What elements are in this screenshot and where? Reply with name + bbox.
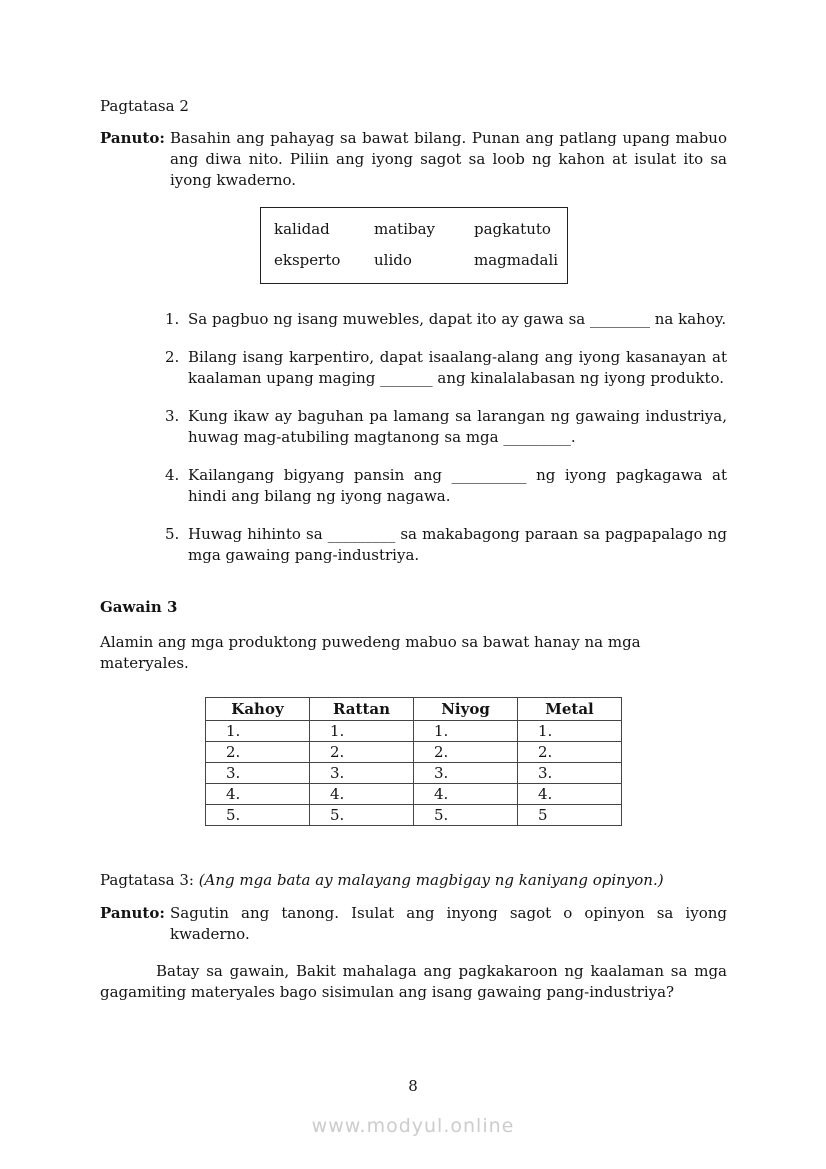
table-cell: 1. [518, 721, 622, 742]
item-number: 2. [165, 348, 180, 366]
item-text: Kung ikaw ay baguhan pa lamang sa larangan ng gawaing industriya, huwag mag-atubiling magtanong sa mga _________. [188, 407, 727, 446]
table-cell: 3. [206, 763, 310, 784]
table-header-row [206, 698, 622, 721]
word-bank-item: ulido [374, 251, 412, 269]
table-cell: 5. [310, 805, 414, 826]
item-number: 5. [165, 525, 180, 543]
table-header-niyog: Niyog [414, 698, 518, 721]
table-row [206, 721, 622, 742]
table-cell: 2. [518, 742, 622, 763]
table-cell: 2. [310, 742, 414, 763]
table-cell: 4. [310, 784, 414, 805]
item-text: Sa pagbuo ng isang muwebles, dapat ito ay gawa sa ________ na kahoy. [188, 310, 727, 328]
list-item [165, 406, 727, 448]
gawain3-title: Gawain 3 [100, 598, 178, 616]
pagtatasa3-title [100, 870, 727, 891]
pagtatasa3-question: Batay sa gawain, Bakit mahalaga ang pagkakaroon ng kaalaman sa mga gagamiting materyales bago sisimulan ang isang gawaing pang-industriya? [100, 962, 727, 1001]
page-number: 8 [408, 1077, 418, 1095]
panuto-label: Panuto: [100, 904, 165, 922]
item-number: 1. [165, 310, 180, 328]
table-cell: 4. [206, 784, 310, 805]
word-bank-item: matibay [374, 220, 436, 238]
word-bank-grid [274, 219, 567, 271]
word-bank-item: magmadali [474, 251, 559, 269]
table-cell: 3. [518, 763, 622, 784]
materials-table [205, 697, 622, 826]
table-cell: 4. [414, 784, 518, 805]
table-cell: 1. [206, 721, 310, 742]
list-item [165, 524, 727, 566]
word-bank-item: pagkatuto [474, 220, 551, 238]
panuto-text: Basahin ang pahayag sa bawat bilang. Punan ang patlang upang mabuo ang diwa nito. Piliin ang iyong sagot sa loob ng kahon at isulat ito sa iyong kwaderno. [170, 129, 727, 189]
table-header-kahoy: Kahoy [206, 698, 310, 721]
table-cell: 3. [414, 763, 518, 784]
list-item [165, 465, 727, 507]
list-item [165, 347, 727, 389]
panuto-label: Panuto: [100, 129, 165, 147]
word-bank-item: kalidad [274, 220, 330, 238]
table-cell: 3. [310, 763, 414, 784]
pagtatasa3-panuto [100, 903, 727, 945]
word-bank-box [260, 207, 568, 284]
gawain3-instruction: Alamin ang mga produktong puwedeng mabuo sa bawat hanay na mga materyales. [100, 633, 641, 672]
pagtatasa3-title-note: (Ang mga bata ay malayang magbigay ng kaniyang opinyon.) [198, 871, 664, 889]
table-header-metal: Metal [518, 698, 622, 721]
table-header-rattan: Rattan [310, 698, 414, 721]
page-content [100, 96, 727, 1003]
table-row [206, 784, 622, 805]
table-cell: 2. [414, 742, 518, 763]
item-text: Bilang isang karpentiro, dapat isaalang-alang ang iyong kasanayan at kaalaman upang maging _______ ang kinalalabasan ng iyong produkto. [188, 348, 727, 387]
item-text: Huwag hihinto sa _________ sa makabagong paraan sa pagpapalago ng mga gawaing pang-industriya. [188, 525, 727, 564]
table-row [206, 805, 622, 826]
pagtatasa2-panuto [100, 128, 727, 191]
list-item [165, 309, 727, 330]
table-cell: 4. [518, 784, 622, 805]
panuto-text: Sagutin ang tanong. Isulat ang inyong sagot o opinyon sa iyong kwaderno. [170, 904, 727, 943]
item-text: Kailangang bigyang pansin ang __________ ng iyong pagkagawa at hindi ang bilang ng iyong nagawa. [188, 466, 727, 505]
table-row [206, 763, 622, 784]
table-row [206, 742, 622, 763]
item-number: 4. [165, 466, 180, 484]
table-cell: 5. [206, 805, 310, 826]
table-cell: 5 [518, 805, 622, 826]
pagtatasa2-title: Pagtatasa 2 [100, 97, 189, 115]
fill-in-blank-list [165, 309, 727, 566]
table-cell: 5. [414, 805, 518, 826]
word-bank-item: eksperto [274, 251, 341, 269]
table-cell: 2. [206, 742, 310, 763]
item-number: 3. [165, 407, 180, 425]
table-cell: 1. [414, 721, 518, 742]
watermark: www.modyul.online [311, 1115, 515, 1137]
pagtatasa3-title-text: Pagtatasa 3: [100, 871, 194, 889]
table-cell: 1. [310, 721, 414, 742]
